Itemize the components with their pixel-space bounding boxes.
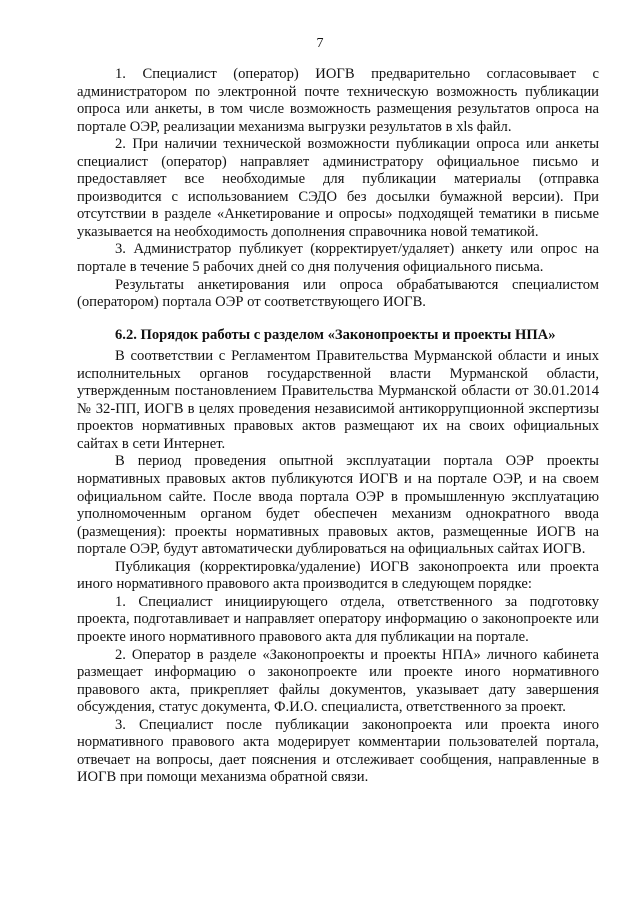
paragraph-coordination: 1. Специалист (оператор) ИОГВ предварительно согласовывает с администратором по электронной почте техническую возможность публикации опроса или анкеты, в том числе возможность размещения результатов опроса на портале ОЭР, реализации механизма выгрузки результатов в xls файл. [77,66,599,135]
paragraph-publication-order: Публикация (корректировка/удаление) ИОГВ законопроекта или проекта иного нормативного правового акта производится в следующем порядке: [77,558,599,593]
paragraph-step-1: 1. Специалист инициирующего отдела, ответственного за подготовку проекта, подготавливает и направляет оператору информацию о законопроекте или проекте иного нормативного правового акта для публикации на портале. [77,593,599,645]
paragraph-regulation: В соответствии с Регламентом Правительства Мурманской области и иных исполнительных органов государственной власти Мурманской области, утвержденным постановлением Правительства Мурманской области от 30.01.2014 № 32-ПП, ИОГВ в целях проведения независимой антикоррупционной экспертизы проектов нормативных правовых актов размещают их на своих официальных сайтах в сети Интернет. [77,348,599,452]
paragraph-step-3: 3. Специалист после публикации законопроекта или проекта иного нормативного правового акта модерирует комментарии пользователей портала, отвечает на вопросы, дает пояснения и отслеживает сообщения, направленные в ИОГВ при помощи механизма обратной связи. [77,716,599,786]
document-body [77,66,599,787]
paragraph-step-2: 2. Оператор в разделе «Законопроекты и проекты НПА» личного кабинета размещает информацию о законопроекте или проекте иного нормативного правового акта, прикрепляет файлы документов, указывает дату завершения обсуждения, статус документа, Ф.И.О. специалиста, ответственного за проект. [77,646,599,716]
paragraph-trial-operation: В период проведения опытной эксплуатации портала ОЭР проекты нормативных правовых актов публикуются ИОГВ и на портале ОЭР, и на своем официальном сайте. После ввода портала ОЭР в промышленную эксплуатацию уполномоченным органом будет обеспечен механизм однократного ввода (размещения): проекты нормативных правовых актов, размещенные ИОГВ на портале ОЭР, будут автоматически дублироваться на официальных сайтах ИОГВ. [77,453,599,558]
section-heading-6-2: 6.2. Порядок работы с разделом «Законопроекты и проекты НПА» [115,326,556,343]
paragraph-administrator-publishes: 3. Администратор публикует (корректирует/удаляет) анкету или опрос на портале в течение 5 рабочих дней со дня получения официального письма. [77,241,599,276]
page-number: 7 [316,36,324,51]
paragraph-results-processing: Результаты анкетирования или опроса обрабатываются специалистом (оператором) портала ОЭР от соответствующего ИОГВ. [77,276,599,311]
paragraph-official-letter: 2. При наличии технической возможности публикации опроса или анкеты специалист (оператор) направляет администратору официальное письмо и предоставляет все необходимые для публикации материалы (отправка производится с использованием СЭДО без досылки бумажной версии). При отсутствии в разделе «Анкетирование и опросы» подходящей тематики в письме указывается на необходимость дополнения справочника новой тематикой. [77,136,599,240]
